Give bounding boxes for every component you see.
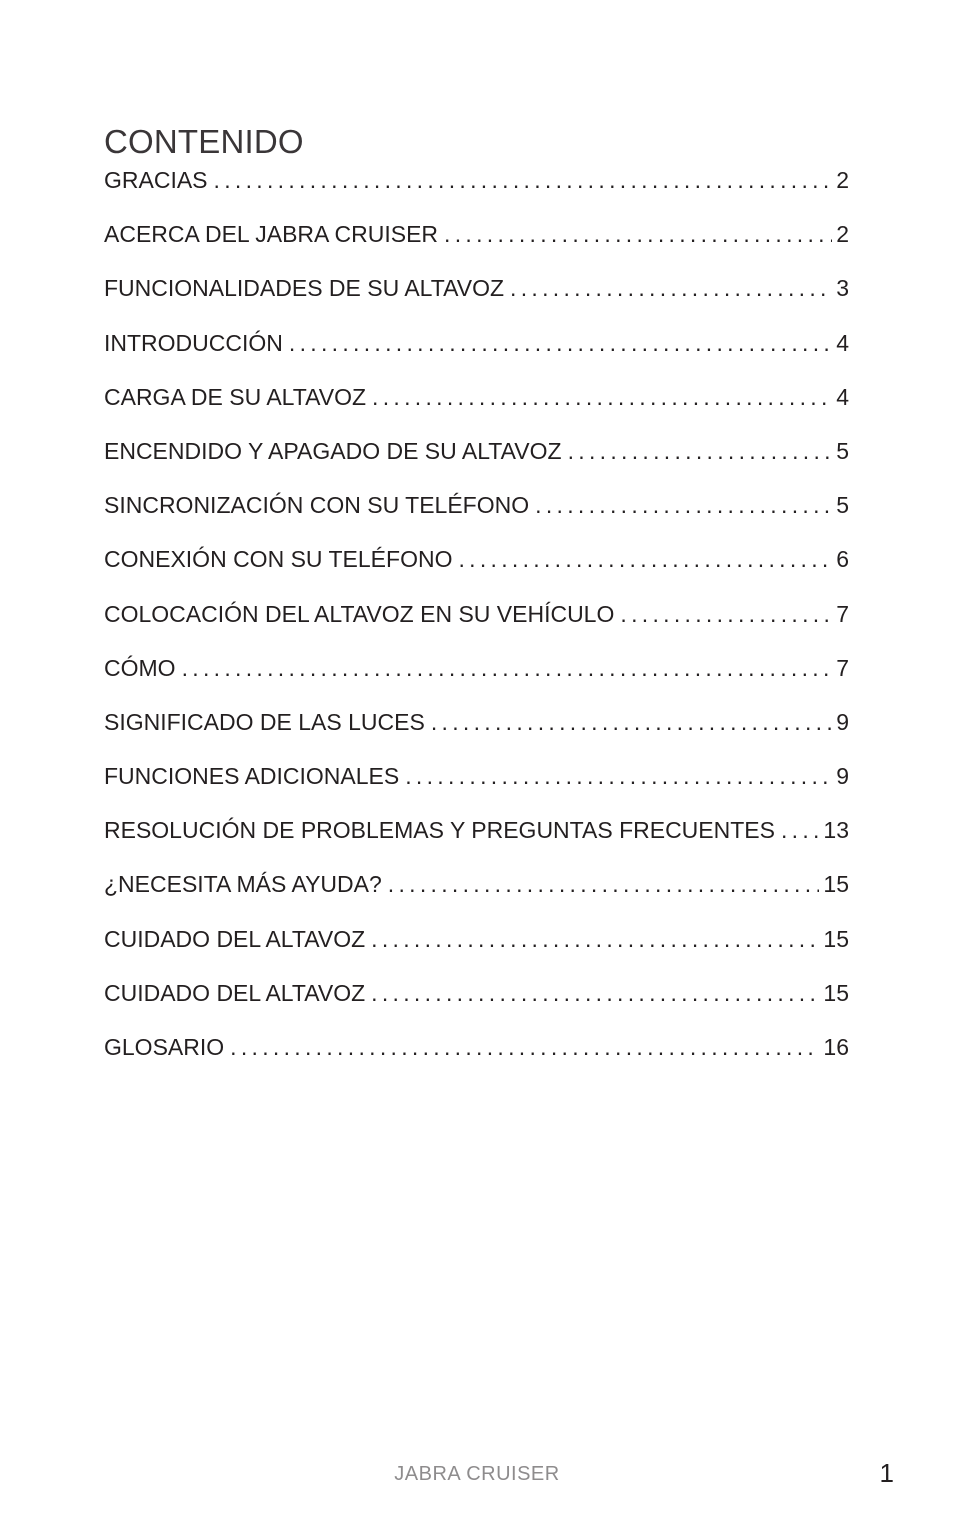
toc-entry-label: CUIDADO DEL ALTAVOZ: [104, 925, 366, 952]
dot-leader: [289, 325, 832, 361]
toc-entry-page: 9: [836, 763, 849, 790]
dot-leader: [535, 487, 832, 523]
table-of-contents: [104, 162, 849, 1083]
toc-entry-page: 5: [836, 437, 849, 464]
dot-leader: [431, 704, 832, 740]
toc-entry-necesita-ayuda[interactable]: [104, 866, 849, 920]
toc-entry-cuidado-altavoz-2[interactable]: [104, 975, 849, 1029]
toc-entry-label: FUNCIONES ADICIONALES: [104, 763, 400, 790]
dot-leader: [230, 1029, 819, 1065]
toc-entry-label: ACERCA DEL JABRA CRUISER: [104, 221, 439, 248]
toc-entry-label: SIGNIFICADO DE LAS LUCES: [104, 708, 425, 735]
toc-entry-page: 13: [823, 817, 849, 844]
toc-entry-cuidado-altavoz[interactable]: [104, 921, 849, 975]
toc-entry-label: ¿NECESITA MÁS AYUDA?: [104, 871, 382, 898]
toc-entry-label: ENCENDIDO Y APAGADO DE SU ALTAVOZ: [104, 437, 562, 464]
dot-leader: [214, 162, 833, 198]
dot-leader: [371, 975, 819, 1011]
toc-entry-label: GRACIAS: [104, 167, 208, 193]
dot-leader: [781, 812, 819, 848]
toc-entry-label: INTRODUCCIÓN: [104, 329, 283, 356]
toc-entry-funciones-adicionales[interactable]: [104, 758, 849, 812]
dot-leader: [372, 379, 832, 415]
toc-entry-label: CARGA DE SU ALTAVOZ: [104, 383, 367, 410]
toc-entry-significado-luces[interactable]: [104, 704, 849, 758]
toc-entry-como[interactable]: [104, 650, 849, 704]
page-title: CONTENIDO: [104, 123, 304, 161]
dot-leader: [510, 270, 832, 306]
toc-entry-page: 4: [836, 329, 849, 356]
footer-product-name: JABRA CRUISER: [394, 1463, 560, 1485]
toc-entry-page: 15: [823, 871, 849, 898]
toc-entry-page: 2: [836, 167, 849, 193]
toc-entry-page: 4: [836, 383, 849, 410]
toc-entry-acerca[interactable]: [104, 216, 849, 270]
toc-entry-label: CÓMO: [104, 654, 176, 681]
toc-entry-conexion[interactable]: [104, 541, 849, 595]
toc-entry-page: 2: [836, 221, 849, 248]
toc-entry-page: 3: [836, 275, 849, 302]
dot-leader: [371, 921, 819, 957]
toc-entry-encendido[interactable]: [104, 433, 849, 487]
toc-entry-page: 16: [823, 1034, 849, 1060]
toc-entry-label: GLOSARIO: [104, 1034, 225, 1060]
dot-leader: [444, 216, 832, 252]
toc-entry-label: FUNCIONALIDADES DE SU ALTAVOZ: [104, 275, 505, 302]
toc-entry-label: RESOLUCIÓN DE PROBLEMAS Y PREGUNTAS FRECUENTES: [104, 817, 775, 844]
dot-leader: [182, 650, 833, 686]
toc-entry-label: CONEXIÓN CON SU TELÉFONO: [104, 546, 453, 573]
page-number: 1: [879, 1458, 894, 1488]
dot-leader: [620, 596, 832, 632]
toc-entry-carga[interactable]: [104, 379, 849, 433]
toc-entry-page: 15: [823, 979, 849, 1006]
toc-entry-page: 7: [836, 600, 849, 627]
toc-entry-label: COLOCACIÓN DEL ALTAVOZ EN SU VEHÍCULO: [104, 600, 615, 627]
dot-leader: [405, 758, 832, 794]
dot-leader: [388, 866, 820, 902]
toc-entry-page: 9: [836, 708, 849, 735]
toc-entry-page: 15: [823, 925, 849, 952]
toc-entry-glosario[interactable]: [104, 1029, 849, 1083]
toc-entry-funcionalidades[interactable]: [104, 270, 849, 324]
toc-entry-sincronizacion[interactable]: [104, 487, 849, 541]
toc-entry-colocacion[interactable]: [104, 596, 849, 650]
toc-entry-label: CUIDADO DEL ALTAVOZ: [104, 979, 366, 1006]
toc-entry-label: SINCRONIZACIÓN CON SU TELÉFONO: [104, 492, 530, 519]
toc-entry-introduccion[interactable]: [104, 325, 849, 379]
toc-entry-page: 7: [836, 654, 849, 681]
dot-leader: [458, 541, 832, 577]
toc-entry-page: 5: [836, 492, 849, 519]
toc-entry-page: 6: [836, 546, 849, 573]
toc-entry-gracias[interactable]: [104, 162, 849, 216]
toc-entry-resolucion-problemas[interactable]: [104, 812, 849, 866]
dot-leader: [568, 433, 833, 469]
